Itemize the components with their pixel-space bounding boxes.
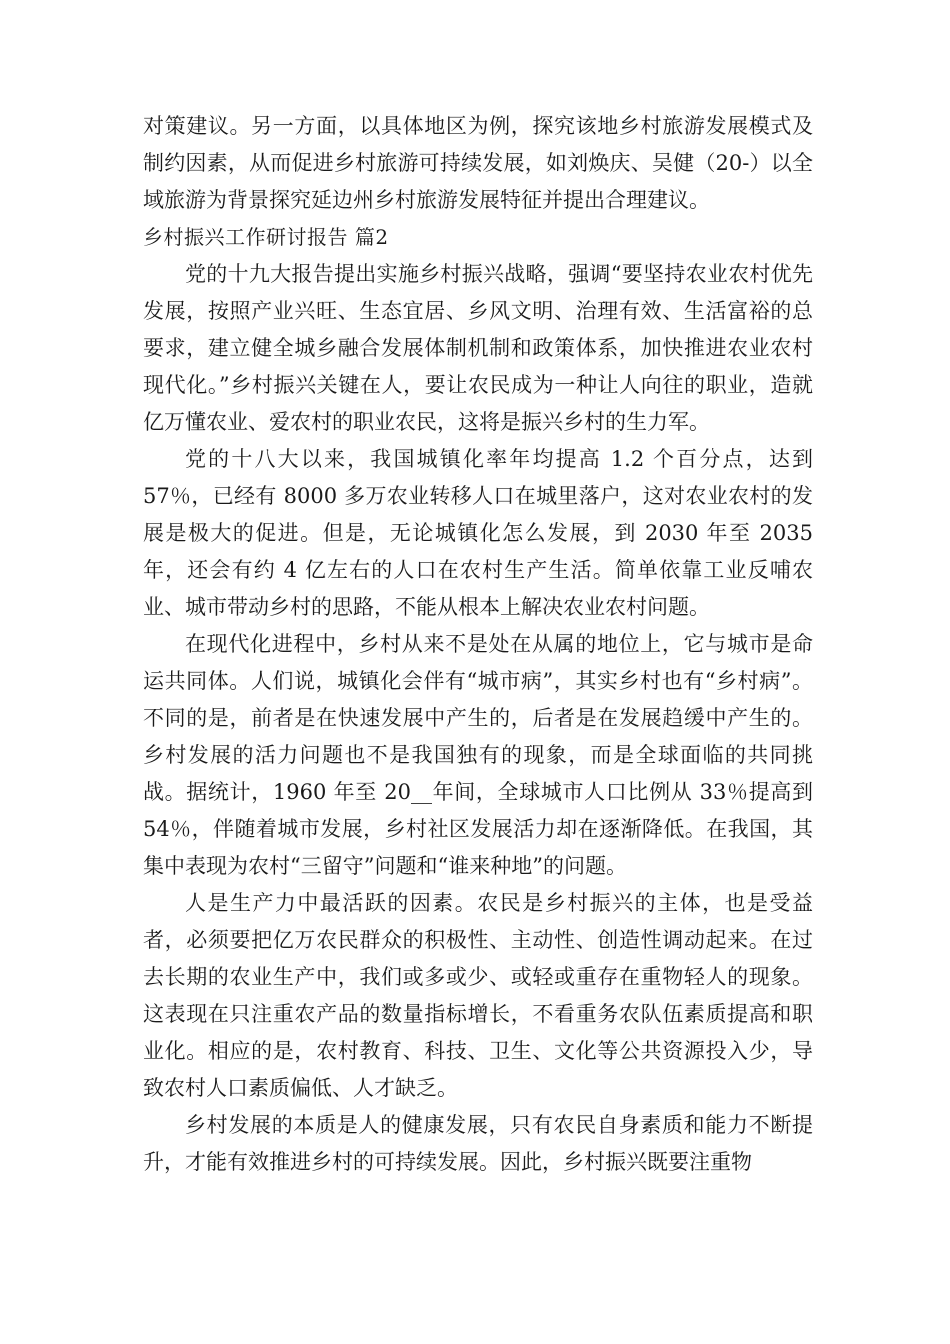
body-paragraph: 在现代化进程中，乡村从来不是处在从属的地位上，它与城市是命运共同体。人们说，城镇化会伴有“城市病”，其实乡村也有“乡村病”。不同的是，前者是在快速发展中产生的，后者是在发展趋缓中产生的。乡村发展的活力问题也不是我国独有的现象，而是全球面临的共同挑战。据统计，1960 年至 20__年间，全球城市人口比例从 33％提高到 54％，伴随着城市发展，乡村社区发展活力却在逐渐降低。在我国，其集中表现为农村“三留守”问题和“谁来种地”的问题。 (143, 632, 813, 878)
body-paragraph: 党的十九大报告提出实施乡村振兴战略，强调“要坚持农业农村优先发展，按照产业兴旺、生态宜居、乡风文明、治理有效、生活富裕的总要求，建立健全城乡融合发展体制机制和政策体系，加快推进农业农村现代化。”乡村振兴关键在人，要让农民成为一种让人向往的职业，造就亿万懂农业、爱农村的职业农民，这将是振兴乡村的生力军。 (143, 262, 813, 434)
body-paragraph: 党的十八大以来，我国城镇化率年均提高 1.2 个百分点，达到 57％，已经有 8000 多万农业转移人口在城里落户，这对农业农村的发展是极大的促进。但是，无论城镇化怎么发展，到 2030 年至 2035 年，还会有约 4 亿左右的人口在农村生产生活。简单依靠工业反哺农业、城市带动乡村的思路，不能从根本上解决农业农村问题。 (143, 447, 813, 619)
continuation-paragraph: 对策建议。另一方面，以具体地区为例，探究该地乡村旅游发展模式及制约因素，从而促进乡村旅游可持续发展，如刘焕庆、吴健（20-）以全域旅游为背景探究延边州乡村旅游发展特征并提出合理建议。 (143, 114, 813, 212)
section-heading: 乡村振兴工作研讨报告 篇2 (143, 225, 389, 249)
body-paragraph: 乡村发展的本质是人的健康发展，只有农民自身素质和能力不断提升，才能有效推进乡村的可持续发展。因此，乡村振兴既要注重物 (143, 1113, 813, 1174)
document-body (143, 108, 813, 1181)
body-paragraph: 人是生产力中最活跃的因素。农民是乡村振兴的主体，也是受益者，必须要把亿万农民群众的积极性、主动性、创造性调动起来。在过去长期的农业生产中，我们或多或少、或轻或重存在重物轻人的现象。这表现在只注重农产品的数量指标增长，不看重务农队伍素质提高和职业化。相应的是，农村教育、科技、卫生、文化等公共资源投入少，导致农村人口素质偏低、人才缺乏。 (143, 891, 813, 1100)
